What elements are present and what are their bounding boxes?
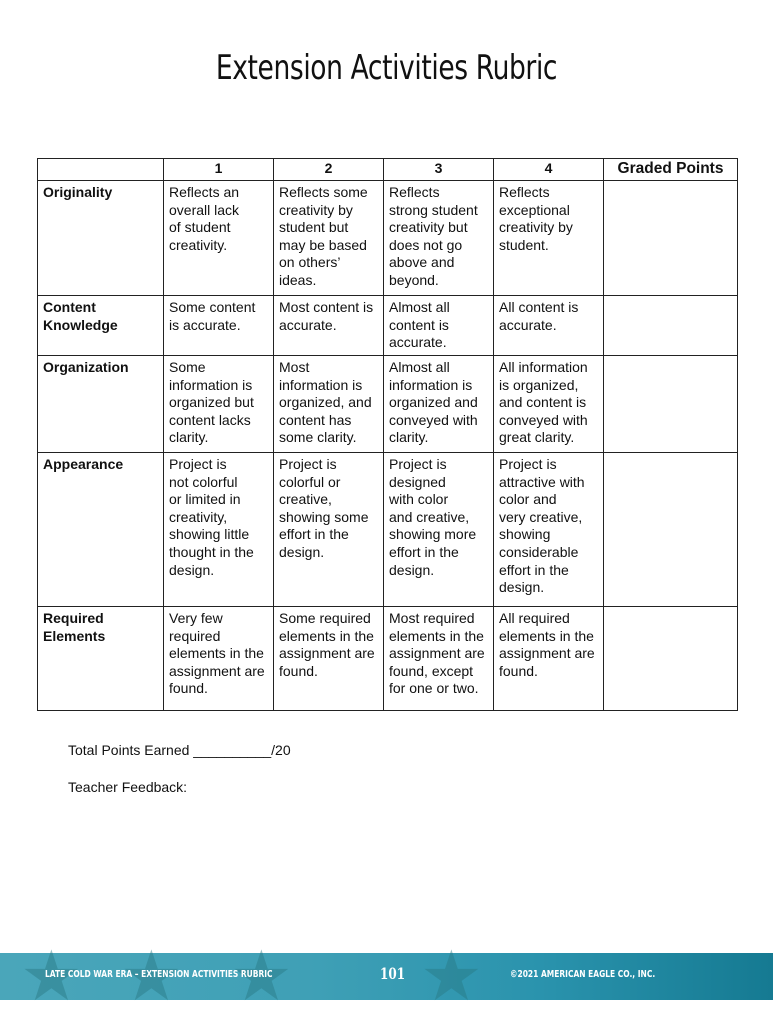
rubric-cell: Project is colorful or creative, showing some effort in the design. [274,453,384,607]
criterion-cell: Appearance [38,453,164,607]
rubric-table [37,158,738,711]
header-score-4: 4 [494,159,604,181]
rubric-cell: Reflects an overall lack of student creativity. [164,181,274,296]
header-score-1: 1 [164,159,274,181]
table-row [38,607,738,711]
rubric-cell: Reflects strong student creativity but does not go above and beyond. [384,181,494,296]
footer-title: LATE COLD WAR ERA – EXTENSION ACTIVITIES RUBRIC [45,969,273,980]
rubric-cell: Almost all information is organized and conveyed with clarity. [384,356,494,453]
table-row [38,356,738,453]
table-row [38,453,738,607]
rubric-cell: Project is attractive with color and very creative, showing considerable effort in the design. [494,453,604,607]
footer-band [0,937,773,1015]
table-header-row [38,159,738,181]
table-row [38,296,738,356]
header-blank [38,159,164,181]
star-decoration-icon: ★ [420,937,483,1015]
criterion-cell: Content Knowledge [38,296,164,356]
rubric-cell: Some content is accurate. [164,296,274,356]
rubric-cell: Project is not colorful or limited in creativity, showing little thought in the design. [164,453,274,607]
rubric-cell: Most content is accurate. [274,296,384,356]
graded-points-cell[interactable] [604,356,738,453]
star-decoration-icon: ★ [20,937,83,1015]
teacher-feedback-label: Teacher Feedback: [68,779,188,795]
rubric-cell: Some required elements in the assignment are found. [274,607,384,711]
criterion-cell: Organization [38,356,164,453]
page-number: 101 [380,964,406,983]
rubric-cell: Most information is organized, and content has some clarity. [274,356,384,453]
total-points-earned: Total Points Earned __________/20 [68,742,291,758]
rubric-cell: All required elements in the assignment are found. [494,607,604,711]
footer-copyright: ©2021 AMERICAN EAGLE CO., INC. [510,969,656,980]
rubric-cell: Most required elements in the assignment are found, except for one or two. [384,607,494,711]
header-score-2: 2 [274,159,384,181]
criterion-cell: Required Elements [38,607,164,711]
rubric-cell: Reflects some creativity by student but may be based on others’ ideas. [274,181,384,296]
rubric-cell: Almost all content is accurate. [384,296,494,356]
star-decoration-icon: ★ [120,937,183,1015]
rubric-cell: All content is accurate. [494,296,604,356]
graded-points-cell[interactable] [604,607,738,711]
rubric-cell: All information is organized, and content is conveyed with great clarity. [494,356,604,453]
graded-points-cell[interactable] [604,181,738,296]
table-row [38,181,738,296]
criterion-cell: Originality [38,181,164,296]
star-decoration-icon: ★ [230,937,293,1015]
rubric-cell: Very few required elements in the assignment are found. [164,607,274,711]
rubric-cell: Some information is organized but content lacks clarity. [164,356,274,453]
rubric-cell: Reflects exceptional creativity by student. [494,181,604,296]
graded-points-cell[interactable] [604,453,738,607]
page-title: Extension Activities Rubric [215,48,558,88]
header-score-3: 3 [384,159,494,181]
rubric-cell: Project is designed with color and creative, showing more effort in the design. [384,453,494,607]
graded-points-cell[interactable] [604,296,738,356]
header-graded-points: Graded Points [604,159,738,181]
